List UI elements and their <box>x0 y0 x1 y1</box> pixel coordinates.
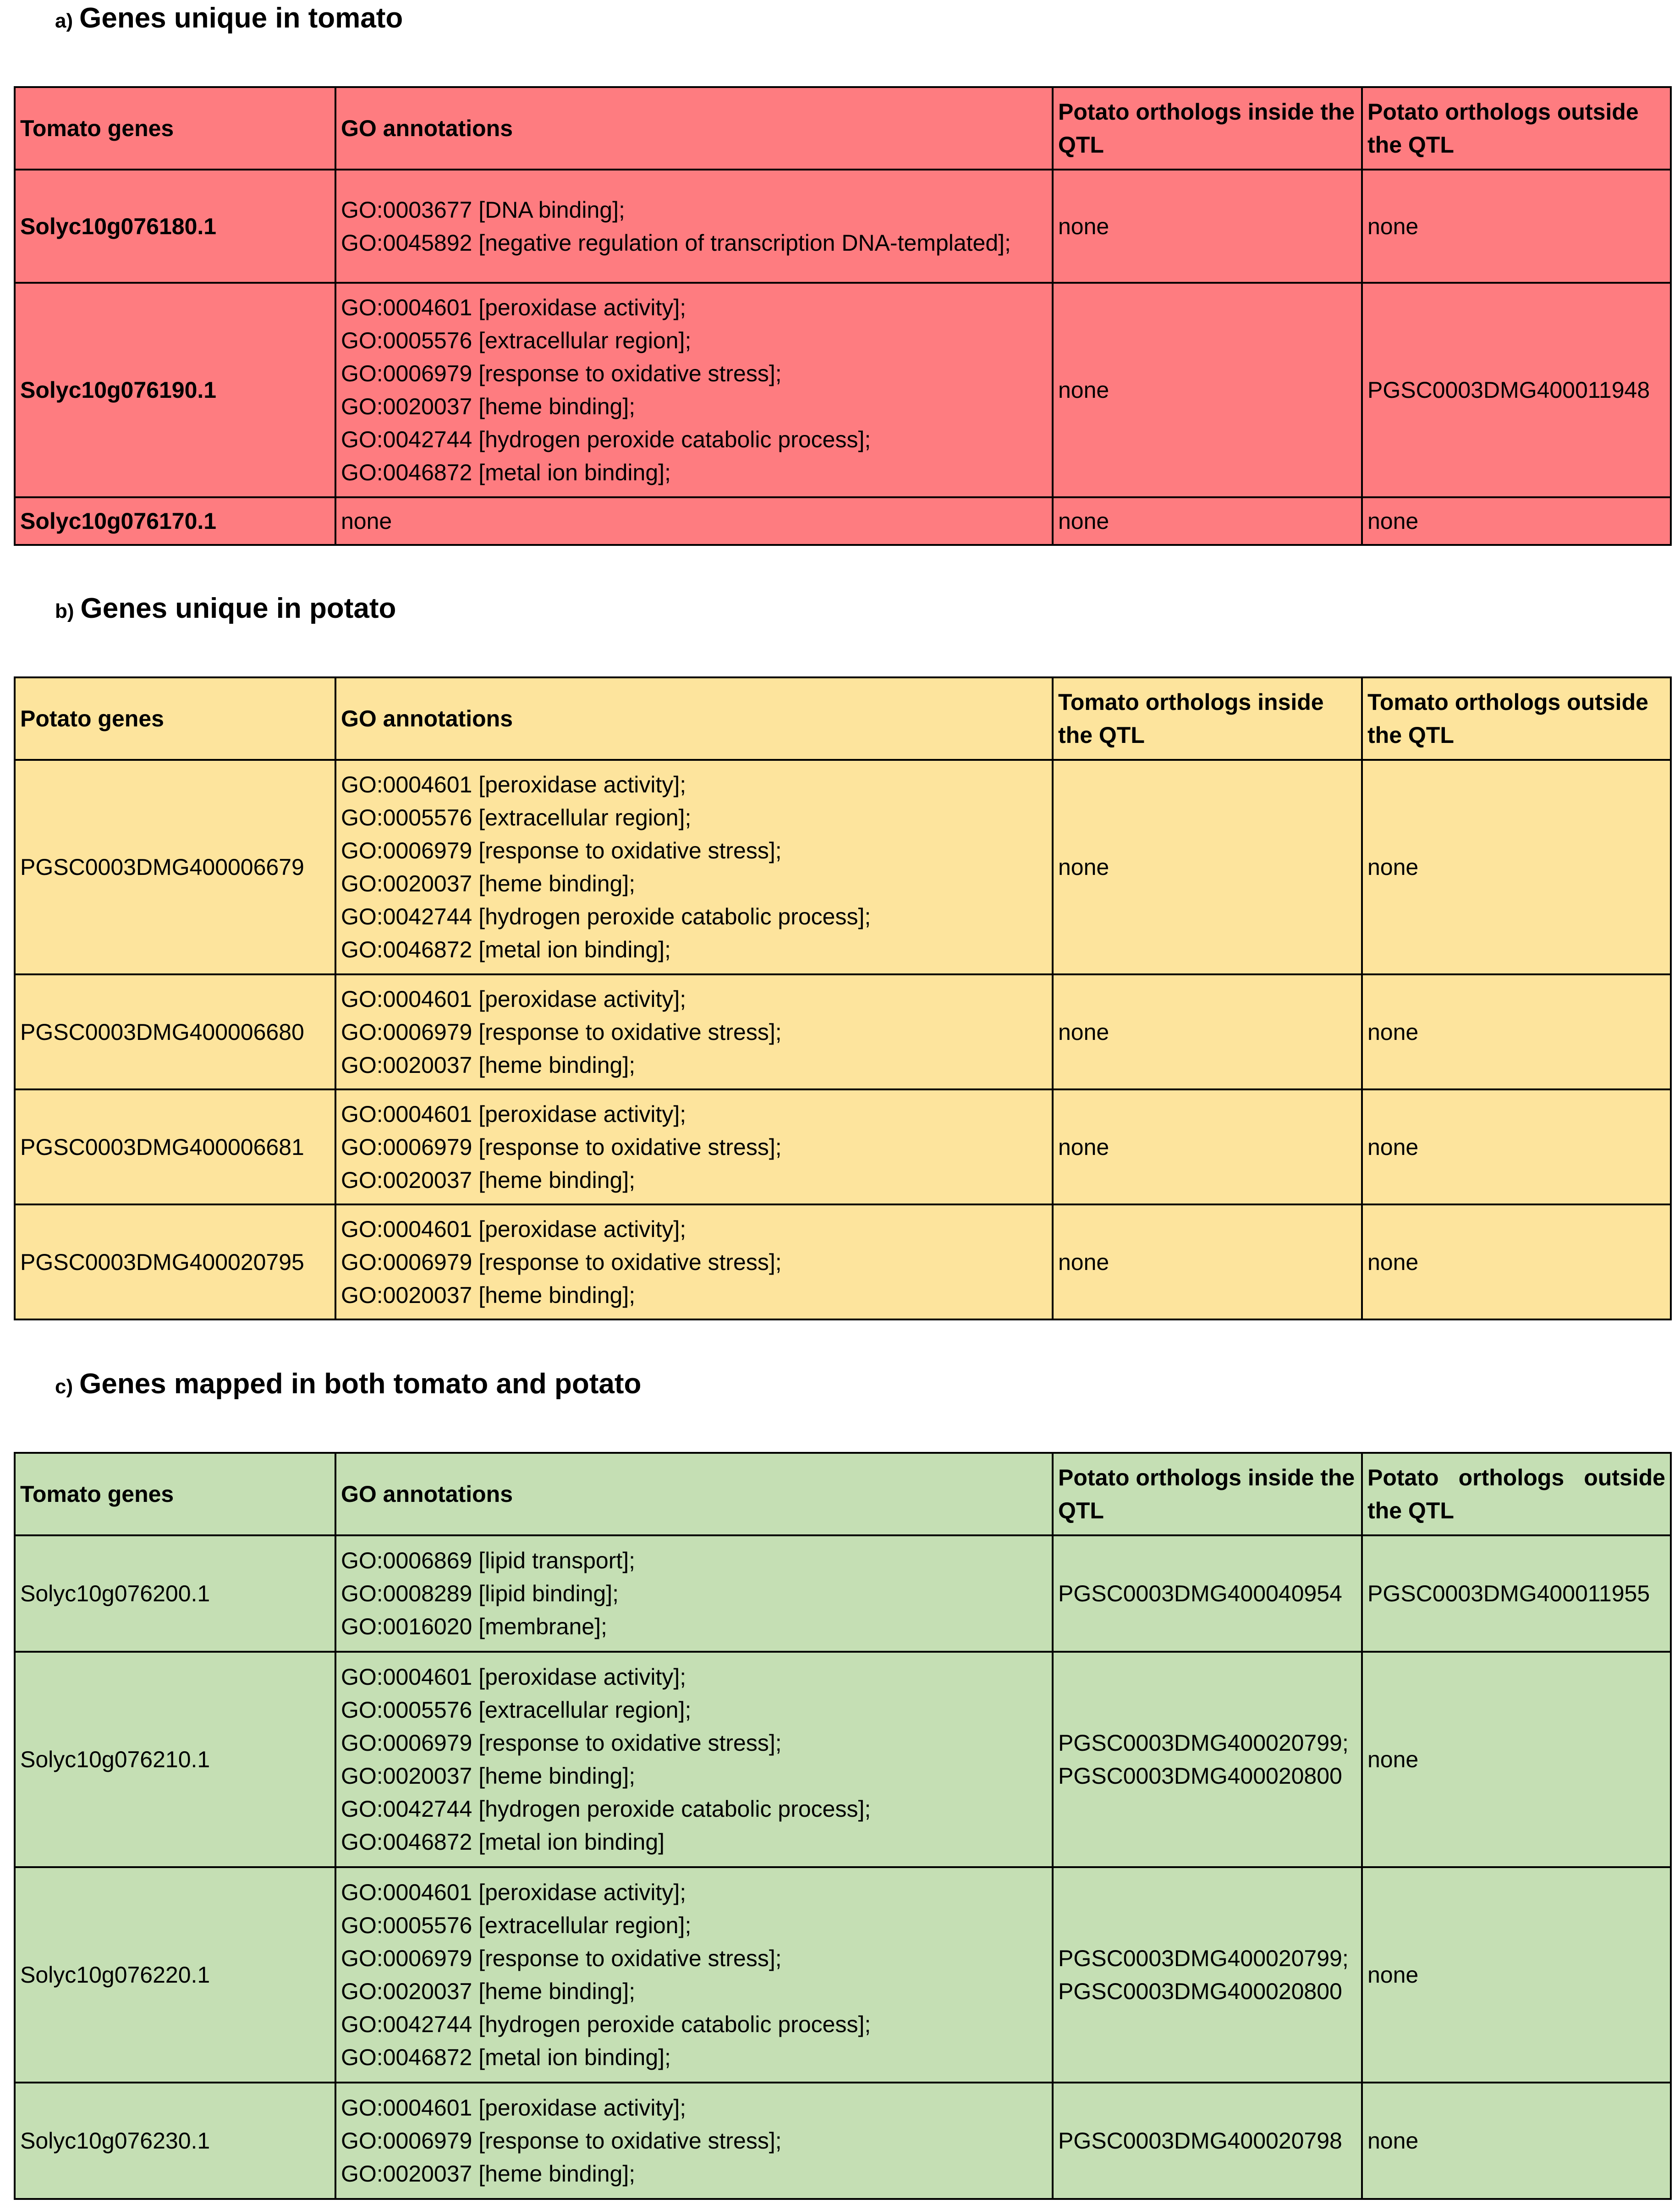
header-genes: Tomato genes <box>15 1453 335 1535</box>
go-term: GO:0042744 [hydrogen peroxide catabolic process]; <box>341 1796 871 1822</box>
go-term: GO:0006869 [lipid transport]; <box>341 1548 636 1573</box>
table-row <box>15 283 1671 497</box>
go-term: GO:0004601 [peroxidase activity]; <box>341 986 686 1012</box>
table-row <box>15 974 1671 1089</box>
go-term: GO:0005576 [extracellular region]; <box>341 1697 692 1723</box>
go-term: GO:0042744 [hydrogen peroxide catabolic process]; <box>341 427 871 452</box>
table-row <box>15 1652 1671 1867</box>
orthologs-outside-qtl <box>1362 1652 1671 1867</box>
section-a-letter: a) <box>55 10 73 32</box>
orthologs-outside-qtl <box>1362 1204 1671 1319</box>
go-term: GO:0004601 [peroxidase activity]; <box>341 1664 686 1690</box>
header-go: GO annotations <box>335 87 1053 170</box>
ortholog-id: none <box>1058 508 1109 534</box>
go-term: GO:0006979 [response to oxidative stress]; <box>341 1730 782 1756</box>
ortholog-id: none <box>1058 1134 1109 1160</box>
table-row <box>15 2083 1671 2199</box>
orthologs-inside-qtl <box>1053 1535 1362 1652</box>
go-term: GO:0005576 [extracellular region]; <box>341 328 692 353</box>
go-term: GO:0006979 [response to oxidative stress]; <box>341 1019 782 1045</box>
table-row <box>15 1204 1671 1319</box>
go-term: GO:0046872 [metal ion binding]; <box>341 937 671 962</box>
gene-id: PGSC0003DMG400006681 <box>15 1089 335 1204</box>
go-term: GO:0006979 [response to oxidative stress]; <box>341 838 782 863</box>
go-term: GO:0042744 [hydrogen peroxide catabolic process]; <box>341 904 871 929</box>
ortholog-id: none <box>1367 854 1419 880</box>
table-row <box>15 497 1671 545</box>
go-term: GO:0020037 [heme binding]; <box>341 871 636 896</box>
ortholog-id: PGSC0003DMG400020799; <box>1058 1730 1349 1756</box>
ortholog-id: PGSC0003DMG400011948 <box>1367 377 1650 403</box>
ortholog-id: none <box>1058 377 1109 403</box>
orthologs-inside-qtl <box>1053 170 1362 283</box>
go-term: GO:0046872 [metal ion binding]; <box>341 460 671 485</box>
go-annotations <box>335 1652 1053 1867</box>
orthologs-inside-qtl <box>1053 497 1362 545</box>
go-annotations <box>335 1535 1053 1652</box>
go-term: GO:0020037 [heme binding]; <box>341 1167 636 1193</box>
ortholog-id: none <box>1367 1747 1419 1772</box>
orthologs-outside-qtl <box>1362 974 1671 1089</box>
header-go: GO annotations <box>335 1453 1053 1535</box>
go-term: GO:0004601 [peroxidase activity]; <box>341 2095 686 2121</box>
go-term: GO:0003677 [DNA binding]; <box>341 197 625 223</box>
orthologs-inside-qtl <box>1053 974 1362 1089</box>
orthologs-outside-qtl <box>1362 760 1671 974</box>
gene-id: Solyc10g076220.1 <box>15 1867 335 2083</box>
ortholog-id: PGSC0003DMG400020799; <box>1058 1946 1349 1971</box>
header-outside: Potato orthologs outside the QTL <box>1362 87 1671 170</box>
header-outside: Potato orthologs outside the QTL <box>1362 1453 1671 1535</box>
go-term: none <box>341 508 392 534</box>
ortholog-id: PGSC0003DMG400040954 <box>1058 1581 1342 1606</box>
ortholog-id: PGSC0003DMG400020798 <box>1058 2128 1342 2154</box>
ortholog-id: none <box>1367 1249 1419 1275</box>
orthologs-inside-qtl <box>1053 1867 1362 2083</box>
header-inside: Potato orthologs inside the QTL <box>1053 87 1362 170</box>
orthologs-outside-qtl <box>1362 2083 1671 2199</box>
go-term: GO:0004601 [peroxidase activity]; <box>341 1880 686 1905</box>
section-b-heading: Genes unique in potato <box>80 593 396 624</box>
go-term: GO:0004601 [peroxidase activity]; <box>341 1216 686 1242</box>
section-c-letter: c) <box>55 1375 73 1398</box>
table-potato-unique <box>14 676 1672 1320</box>
orthologs-inside-qtl <box>1053 1089 1362 1204</box>
orthologs-outside-qtl <box>1362 170 1671 283</box>
go-term: GO:0006979 [response to oxidative stress]; <box>341 2128 782 2154</box>
ortholog-id: none <box>1058 1249 1109 1275</box>
table-row <box>15 170 1671 283</box>
go-term: GO:0006979 [response to oxidative stress]; <box>341 1249 782 1275</box>
table-both <box>14 1452 1672 2200</box>
ortholog-id: none <box>1367 508 1419 534</box>
go-term: GO:0042744 [hydrogen peroxide catabolic process]; <box>341 2012 871 2037</box>
ortholog-id: none <box>1058 1019 1109 1045</box>
go-term: GO:0016020 [membrane]; <box>341 1614 607 1639</box>
go-term: GO:0004601 [peroxidase activity]; <box>341 772 686 797</box>
orthologs-inside-qtl <box>1053 283 1362 497</box>
go-term: GO:0004601 [peroxidase activity]; <box>341 295 686 320</box>
gene-id: PGSC0003DMG400020795 <box>15 1204 335 1319</box>
go-annotations <box>335 760 1053 974</box>
orthologs-outside-qtl <box>1362 1535 1671 1652</box>
header-go: GO annotations <box>335 677 1053 760</box>
go-annotations <box>335 497 1053 545</box>
ortholog-id: PGSC0003DMG400020800 <box>1058 1979 1342 2004</box>
go-term: GO:0020037 [heme binding]; <box>341 2161 636 2187</box>
table-row <box>15 1089 1671 1204</box>
go-term: GO:0020037 [heme binding]; <box>341 1282 636 1308</box>
ortholog-id: none <box>1367 1134 1419 1160</box>
table-row <box>15 1867 1671 2083</box>
ortholog-id: PGSC0003DMG400020800 <box>1058 1763 1342 1789</box>
orthologs-inside-qtl <box>1053 1204 1362 1319</box>
go-annotations <box>335 2083 1053 2199</box>
gene-id: Solyc10g076210.1 <box>15 1652 335 1867</box>
section-a-heading: Genes unique in tomato <box>79 2 403 34</box>
go-annotations <box>335 974 1053 1089</box>
ortholog-id: none <box>1058 213 1109 239</box>
ortholog-id: none <box>1367 2128 1419 2154</box>
section-b-title <box>55 590 396 630</box>
go-annotations <box>335 1204 1053 1319</box>
ortholog-id: PGSC0003DMG400011955 <box>1367 1581 1650 1606</box>
orthologs-inside-qtl <box>1053 1652 1362 1867</box>
header-inside: Potato orthologs inside the QTL <box>1053 1453 1362 1535</box>
go-annotations <box>335 283 1053 497</box>
go-term: GO:0045892 [negative regulation of transcription DNA-templated]; <box>341 230 1011 256</box>
go-term: GO:0020037 [heme binding]; <box>341 1052 636 1078</box>
go-term: GO:0006979 [response to oxidative stress]; <box>341 361 782 386</box>
gene-id: Solyc10g076230.1 <box>15 2083 335 2199</box>
orthologs-inside-qtl <box>1053 2083 1362 2199</box>
orthologs-inside-qtl <box>1053 760 1362 974</box>
section-a-title <box>55 0 403 39</box>
orthologs-outside-qtl <box>1362 283 1671 497</box>
gene-id: PGSC0003DMG400006680 <box>15 974 335 1089</box>
orthologs-outside-qtl <box>1362 497 1671 545</box>
section-c-title <box>55 1366 641 1405</box>
go-term: GO:0006979 [response to oxidative stress]; <box>341 1134 782 1160</box>
section-c-heading: Genes mapped in both tomato and potato <box>79 1368 642 1400</box>
gene-id: Solyc10g076190.1 <box>15 283 335 497</box>
go-term: GO:0046872 [metal ion binding] <box>341 1829 665 1855</box>
go-term: GO:0020037 [heme binding]; <box>341 1763 636 1789</box>
go-annotations <box>335 170 1053 283</box>
go-term: GO:0020037 [heme binding]; <box>341 1979 636 2004</box>
go-term: GO:0006979 [response to oxidative stress]; <box>341 1946 782 1971</box>
go-term: GO:0046872 [metal ion binding]; <box>341 2045 671 2070</box>
header-genes: Potato genes <box>15 677 335 760</box>
ortholog-id: none <box>1367 213 1419 239</box>
go-annotations <box>335 1089 1053 1204</box>
ortholog-id: none <box>1058 854 1109 880</box>
section-b-letter: b) <box>55 600 74 622</box>
go-annotations <box>335 1867 1053 2083</box>
ortholog-id: none <box>1367 1962 1419 1988</box>
go-term: GO:0020037 [heme binding]; <box>341 394 636 419</box>
gene-id: Solyc10g076170.1 <box>15 497 335 545</box>
header-inside: Tomato orthologs inside the QTL <box>1053 677 1362 760</box>
gene-id: PGSC0003DMG400006679 <box>15 760 335 974</box>
table-row <box>15 760 1671 974</box>
table-row <box>15 1535 1671 1652</box>
ortholog-id: none <box>1367 1019 1419 1045</box>
header-outside: Tomato orthologs outside the QTL <box>1362 677 1671 760</box>
go-term: GO:0004601 [peroxidase activity]; <box>341 1101 686 1127</box>
gene-id: Solyc10g076180.1 <box>15 170 335 283</box>
orthologs-outside-qtl <box>1362 1867 1671 2083</box>
go-term: GO:0005576 [extracellular region]; <box>341 1913 692 1938</box>
header-genes: Tomato genes <box>15 87 335 170</box>
orthologs-outside-qtl <box>1362 1089 1671 1204</box>
go-term: GO:0005576 [extracellular region]; <box>341 805 692 830</box>
table-tomato-unique <box>14 86 1672 546</box>
go-term: GO:0008289 [lipid binding]; <box>341 1581 619 1606</box>
gene-id: Solyc10g076200.1 <box>15 1535 335 1652</box>
